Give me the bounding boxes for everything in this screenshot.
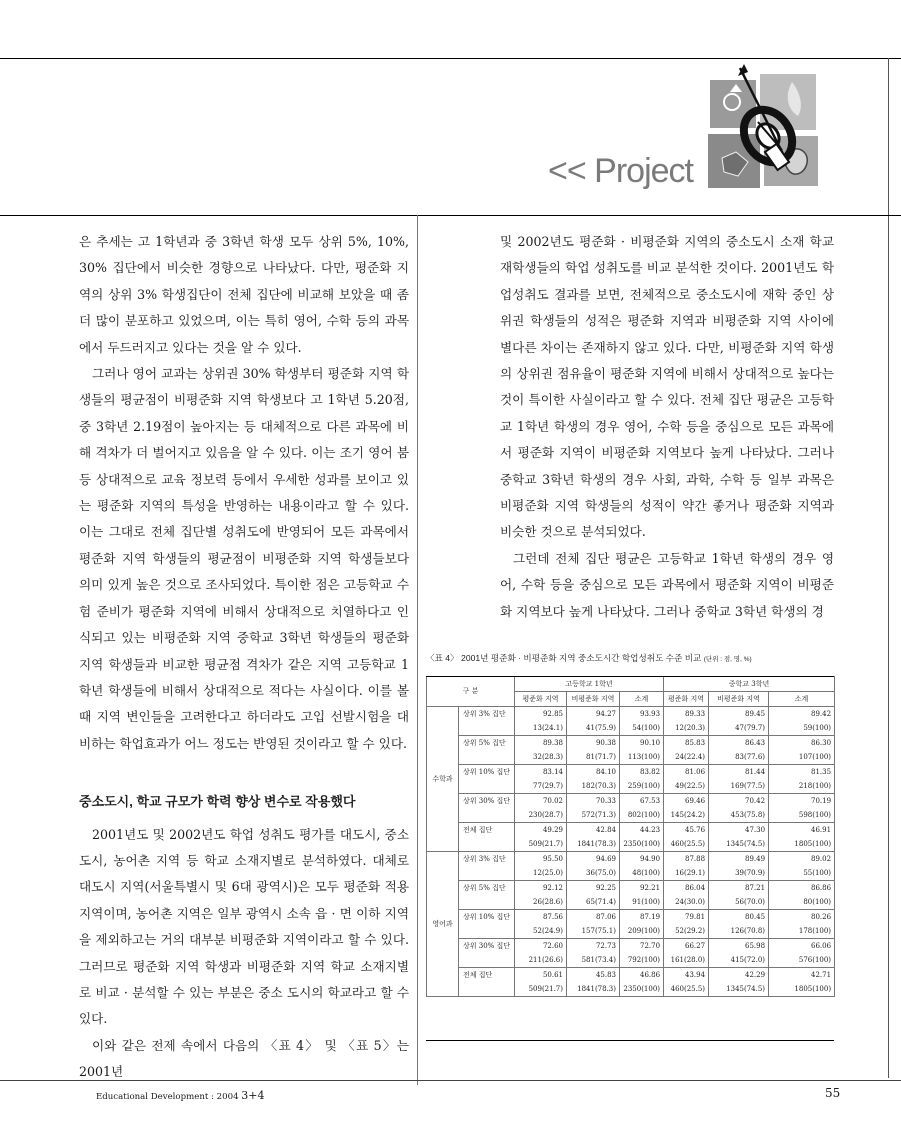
score-cell: 42.84 — [567, 823, 620, 838]
row-label-spacer — [459, 866, 515, 881]
score-cell: 46.86 — [620, 968, 664, 983]
sub-header: 평준화 지역 — [515, 692, 567, 707]
score-cell: 70.19 — [769, 794, 835, 809]
right-paragraph-2: 그런데 전체 집단 평균은 고등학교 1학년 학생의 경우 영어, 수학 등을 중심으로 모든 과목에서 평준화 지역이 비평준화 지역보다 높게 나타났다. 그러나 중학교 3학년 학생의 경 — [500, 550, 834, 619]
score-cell: 89.38 — [515, 736, 567, 751]
header-bottom-rule — [0, 215, 901, 216]
row-label: 상위 10% 집단 — [459, 765, 515, 780]
count-cell: 209(100) — [620, 924, 664, 939]
left-paragraph-1: 은 추세는 고 1학년과 중 3학년 학생 모두 상위 5%, 10%, 30% 집단에서 비슷한 경향으로 나타났다. 다만, 평준화 지역의 상위 3% 학생집단이 전체 집단에 비교해 보았을 때 좀 더 많이 분포하고 있었으며, 이는 특히 영어, 수학 등의 과목에서 두드러지고 있다는 것을 알 수 있다. — [79, 234, 409, 355]
score-cell: 72.60 — [515, 939, 567, 954]
score-cell: 50.61 — [515, 968, 567, 983]
project-logo-icon — [700, 62, 830, 202]
count-cell: 126(70.8) — [709, 924, 769, 939]
sub-header: 소계 — [620, 692, 664, 707]
subject-label: 영어과 — [427, 852, 459, 997]
count-cell: 509(21.7) — [515, 982, 567, 997]
score-cell: 44.23 — [620, 823, 664, 838]
score-cell: 90.10 — [620, 736, 664, 751]
footer-journal — [96, 1089, 265, 1102]
count-cell: 13(24.1) — [515, 721, 567, 736]
count-cell: 2350(100) — [620, 982, 664, 997]
score-cell: 94.69 — [567, 852, 620, 867]
sub-header: 소계 — [769, 692, 835, 707]
score-cell: 86.30 — [769, 736, 835, 751]
score-cell: 65.98 — [709, 939, 769, 954]
row-label: 상위 30% 집단 — [459, 939, 515, 954]
row-label-spacer — [459, 982, 515, 997]
count-cell: 107(100) — [769, 750, 835, 765]
row-label-spacer — [459, 808, 515, 823]
count-cell: 36(75.0) — [567, 866, 620, 881]
count-cell: 1841(78.3) — [567, 982, 620, 997]
score-cell: 45.83 — [567, 968, 620, 983]
count-cell: 83(77.6) — [709, 750, 769, 765]
count-cell: 453(75.8) — [709, 808, 769, 823]
row-label: 상위 10% 집단 — [459, 910, 515, 925]
score-cell: 46.91 — [769, 823, 835, 838]
table-row — [427, 736, 835, 751]
score-cell: 84.10 — [567, 765, 620, 780]
count-cell: 32(28.3) — [515, 750, 567, 765]
table-row — [427, 779, 835, 794]
left-paragraph-3: 2001년도 및 2002년도 학업 성취도 평가를 대도시, 중소도시, 농어촌 지역 등 학교 소재지별로 분석하였다. 대체로 대도시 지역(서울특별시 및 6대 광역시)은 모두 평준화 적용지역이며, 농어촌 지역은 일부 광역시 소속 읍 · 면 이하 지역을 제외하고는 거의 대부분 비평준화 지역이라고 할 수 있다. 그러므로 평준화 지역 학생과 비평준화 지역 학교 소재지별로 비교 · 분석할 수 있는 부분은 중소 도시의 학교라고 할 수 있다. — [79, 826, 409, 1027]
score-cell: 45.76 — [664, 823, 709, 838]
score-cell: 79.81 — [664, 910, 709, 925]
count-cell: 113(100) — [620, 750, 664, 765]
score-cell: 92.21 — [620, 881, 664, 896]
score-cell: 42.29 — [709, 968, 769, 983]
score-cell: 80.45 — [709, 910, 769, 925]
count-cell: 1345(74.5) — [709, 837, 769, 852]
score-cell: 87.88 — [664, 852, 709, 867]
row-label: 상위 3% 집단 — [459, 707, 515, 722]
score-cell: 80.26 — [769, 910, 835, 925]
row-label-spacer — [459, 895, 515, 910]
table-row — [427, 982, 835, 997]
score-cell: 89.45 — [709, 707, 769, 722]
score-cell: 81.44 — [709, 765, 769, 780]
count-cell: 509(21.7) — [515, 837, 567, 852]
score-cell: 87.56 — [515, 910, 567, 925]
row-label-spacer — [459, 837, 515, 852]
table-title: 〈표 4〉 2001년 평준화 · 비평준화 지역 중소도시간 학업성취도 수준 비교 — [426, 653, 702, 663]
table-row — [427, 837, 835, 852]
count-cell: 91(100) — [620, 895, 664, 910]
achievement-table — [426, 676, 835, 997]
count-cell: 169(77.5) — [709, 779, 769, 794]
middle-school-header: 중학교 3학년 — [664, 677, 835, 692]
group-header: 구 분 — [427, 677, 515, 707]
count-cell: 572(71.3) — [567, 808, 620, 823]
row-label: 상위 3% 집단 — [459, 852, 515, 867]
count-cell: 218(100) — [769, 779, 835, 794]
count-cell: 41(75.9) — [567, 721, 620, 736]
count-cell: 12(25.0) — [515, 866, 567, 881]
row-label-spacer — [459, 750, 515, 765]
score-cell: 42.71 — [769, 968, 835, 983]
table-row — [427, 750, 835, 765]
count-cell: 230(28.7) — [515, 808, 567, 823]
score-cell: 70.33 — [567, 794, 620, 809]
sub-header: 평준화 지역 — [664, 692, 709, 707]
score-cell: 49.29 — [515, 823, 567, 838]
row-label: 전체 집단 — [459, 823, 515, 838]
row-label: 전체 집단 — [459, 968, 515, 983]
count-cell: 1805(100) — [769, 837, 835, 852]
score-cell: 89.02 — [769, 852, 835, 867]
count-cell: 576(100) — [769, 953, 835, 968]
page-number: 55 — [825, 1086, 841, 1100]
left-column — [79, 229, 409, 1086]
journal-issue: 3+4 — [241, 1089, 265, 1102]
count-cell: 415(72.0) — [709, 953, 769, 968]
count-cell: 259(100) — [620, 779, 664, 794]
count-cell: 80(100) — [769, 895, 835, 910]
score-cell: 90.38 — [567, 736, 620, 751]
count-cell: 55(100) — [769, 866, 835, 881]
count-cell: 161(28.0) — [664, 953, 709, 968]
score-cell: 89.49 — [709, 852, 769, 867]
score-cell: 72.70 — [620, 939, 664, 954]
row-label-spacer — [459, 953, 515, 968]
score-cell: 47.30 — [709, 823, 769, 838]
count-cell: 792(100) — [620, 953, 664, 968]
score-cell: 81.35 — [769, 765, 835, 780]
count-cell: 1841(78.3) — [567, 837, 620, 852]
count-cell: 581(73.4) — [567, 953, 620, 968]
count-cell: 77(29.7) — [515, 779, 567, 794]
count-cell: 65(71.4) — [567, 895, 620, 910]
score-cell: 81.06 — [664, 765, 709, 780]
table-row — [427, 721, 835, 736]
table-row — [427, 910, 835, 925]
table-row — [427, 794, 835, 809]
count-cell: 182(70.3) — [567, 779, 620, 794]
table-row — [427, 765, 835, 780]
score-cell: 89.33 — [664, 707, 709, 722]
score-cell: 72.73 — [567, 939, 620, 954]
count-cell: 460(25.5) — [664, 837, 709, 852]
count-cell: 39(70.9) — [709, 866, 769, 881]
score-cell: 69.46 — [664, 794, 709, 809]
score-cell: 87.06 — [567, 910, 620, 925]
score-cell: 92.25 — [567, 881, 620, 896]
subject-label: 수학과 — [427, 707, 459, 852]
score-cell: 94.90 — [620, 852, 664, 867]
table-unit: (단위 : 점, 명, %) — [703, 656, 752, 663]
table-row — [427, 895, 835, 910]
table-row — [427, 881, 835, 896]
score-cell: 87.19 — [620, 910, 664, 925]
row-label: 상위 5% 집단 — [459, 881, 515, 896]
score-cell: 85.83 — [664, 736, 709, 751]
count-cell: 54(100) — [620, 721, 664, 736]
table-row — [427, 866, 835, 881]
left-paragraph-4: 이와 같은 전제 속에서 다음의 〈표 4〉 및 〈표 5〉는 2001년 — [79, 1037, 409, 1080]
table-row — [427, 852, 835, 867]
table-row — [427, 939, 835, 954]
sub-header: 비평준화 지역 — [709, 692, 769, 707]
score-cell: 95.50 — [515, 852, 567, 867]
count-cell: 12(20.3) — [664, 721, 709, 736]
score-cell: 86.43 — [709, 736, 769, 751]
right-column — [500, 229, 834, 625]
count-cell: 59(100) — [769, 721, 835, 736]
row-label: 상위 30% 집단 — [459, 794, 515, 809]
section-heading: 중소도시, 학교 규모가 학력 향상 변수로 작용했다 — [79, 794, 356, 810]
section-title: << Project — [548, 152, 693, 190]
count-cell: 47(79.7) — [709, 721, 769, 736]
count-cell: 802(100) — [620, 808, 664, 823]
score-cell: 70.02 — [515, 794, 567, 809]
row-label: 상위 5% 집단 — [459, 736, 515, 751]
score-cell: 70.42 — [709, 794, 769, 809]
count-cell: 52(29.2) — [664, 924, 709, 939]
score-cell: 67.53 — [620, 794, 664, 809]
count-cell: 24(30.0) — [664, 895, 709, 910]
count-cell: 24(22.4) — [664, 750, 709, 765]
count-cell: 2350(100) — [620, 837, 664, 852]
score-cell: 86.86 — [769, 881, 835, 896]
score-cell: 83.14 — [515, 765, 567, 780]
count-cell: 26(28.6) — [515, 895, 567, 910]
score-cell: 92.12 — [515, 881, 567, 896]
count-cell: 211(26.6) — [515, 953, 567, 968]
count-cell: 52(24.9) — [515, 924, 567, 939]
row-label-spacer — [459, 779, 515, 794]
count-cell: 157(75.1) — [567, 924, 620, 939]
score-cell: 66.06 — [769, 939, 835, 954]
table-row — [427, 968, 835, 983]
table-row — [427, 707, 835, 722]
score-cell: 66.27 — [664, 939, 709, 954]
score-cell: 87.21 — [709, 881, 769, 896]
count-cell: 598(100) — [769, 808, 835, 823]
table-caption — [426, 652, 752, 664]
row-label-spacer — [459, 721, 515, 736]
top-rule — [0, 58, 901, 59]
table-row — [427, 924, 835, 939]
right-margin-rule — [888, 58, 889, 1078]
count-cell: 145(24.2) — [664, 808, 709, 823]
count-cell: 81(71.7) — [567, 750, 620, 765]
table-row — [427, 823, 835, 838]
footer-rule — [0, 1080, 901, 1081]
score-cell: 93.93 — [620, 707, 664, 722]
table-row — [427, 953, 835, 968]
score-cell: 83.82 — [620, 765, 664, 780]
count-cell: 1345(74.5) — [709, 982, 769, 997]
score-cell: 92.85 — [515, 707, 567, 722]
score-cell: 89.42 — [769, 707, 835, 722]
count-cell: 49(22.5) — [664, 779, 709, 794]
high-school-header: 고등학교 1학년 — [515, 677, 664, 692]
count-cell: 178(100) — [769, 924, 835, 939]
sub-header: 비평준화 지역 — [567, 692, 620, 707]
count-cell: 56(70.0) — [709, 895, 769, 910]
count-cell: 460(25.5) — [664, 982, 709, 997]
left-paragraph-2: 그러나 영어 교과는 상위권 30% 학생부터 평준화 지역 학생들의 평균점이 비평준화 지역 학생보다 고 1학년 5.20점, 중 3학년 2.19점이 높아지는 등 대체적으로 다른 과목에 비해 격차가 더 벌어지고 있음을 알 수 있다. 이는 조기 영어 붐 등 상대적으로 교육 정보력 등에서 우세한 성과를 보이고 있는 평준화 지역의 특성을 반영하는 내용이라고 할 수 있다. 이는 그대로 전체 집단별 성취도에 반영되어 모든 과목에서 평준화 지역 학생들의 평균점이 비평준화 지역 학생들보다 의미 있게 높은 것으로 조사되었다. 특이한 점은 고등학교 수험 준비가 평준화 지역에 비해서 상대적으로 치열하다고 인식되고 있는 비평준화 지역 중학교 3학년 학생들의 평준화 지역 학생들과 비교한 평균점 격차가 같은 지역 고등학교 1학년 학생들에 비해서 상대적으로 적다는 사실이다. 이를 볼 때 지역 변인들을 고려한다고 하더라도 고입 선발시험을 대비하는 학업효과가 어느 정도는 반영된 것이라고 할 수 있다. — [79, 366, 409, 751]
row-label-spacer — [459, 924, 515, 939]
journal-name: Educational Development : 2004 — [96, 1092, 239, 1102]
score-cell: 43.94 — [664, 968, 709, 983]
table-row — [427, 808, 835, 823]
count-cell: 16(29.1) — [664, 866, 709, 881]
count-cell: 48(100) — [620, 866, 664, 881]
score-cell: 94.27 — [567, 707, 620, 722]
right-paragraph-1: 및 2002년도 평준화 · 비평준화 지역의 중소도시 소재 학교 재학생들의 학업 성취도를 비교 분석한 것이다. 2001년도 학업성취도 결과를 보면, 전체적으로 중소도시에 재학 중인 상위권 학생들의 성적은 평준화 지역과 비평준화 지역 사이에 별다른 차이는 존재하지 않고 있다. 다만, 비평준화 지역 학생의 상위권 점유율이 평준화 지역에 비해서 상대적으로 높다는 것이 특이한 사실이라고 할 수 있다. 전체 집단 평균은 고등학교 1학년 학생의 경우 영어, 수학 등을 중심으로 모든 과목에서 평준화 지역이 비평준화 지역보다 높게 나타났다. 그러나 중학교 3학년 학생의 경우 사회, 과학, 수학 등 일부 과목은 비평준화 지역 학생들의 성적이 약간 좋거나 평준화 지역과 비슷한 것으로 분석되었다. — [500, 234, 834, 540]
count-cell: 1805(100) — [769, 982, 835, 997]
score-cell: 86.04 — [664, 881, 709, 896]
column-divider — [417, 215, 418, 1085]
